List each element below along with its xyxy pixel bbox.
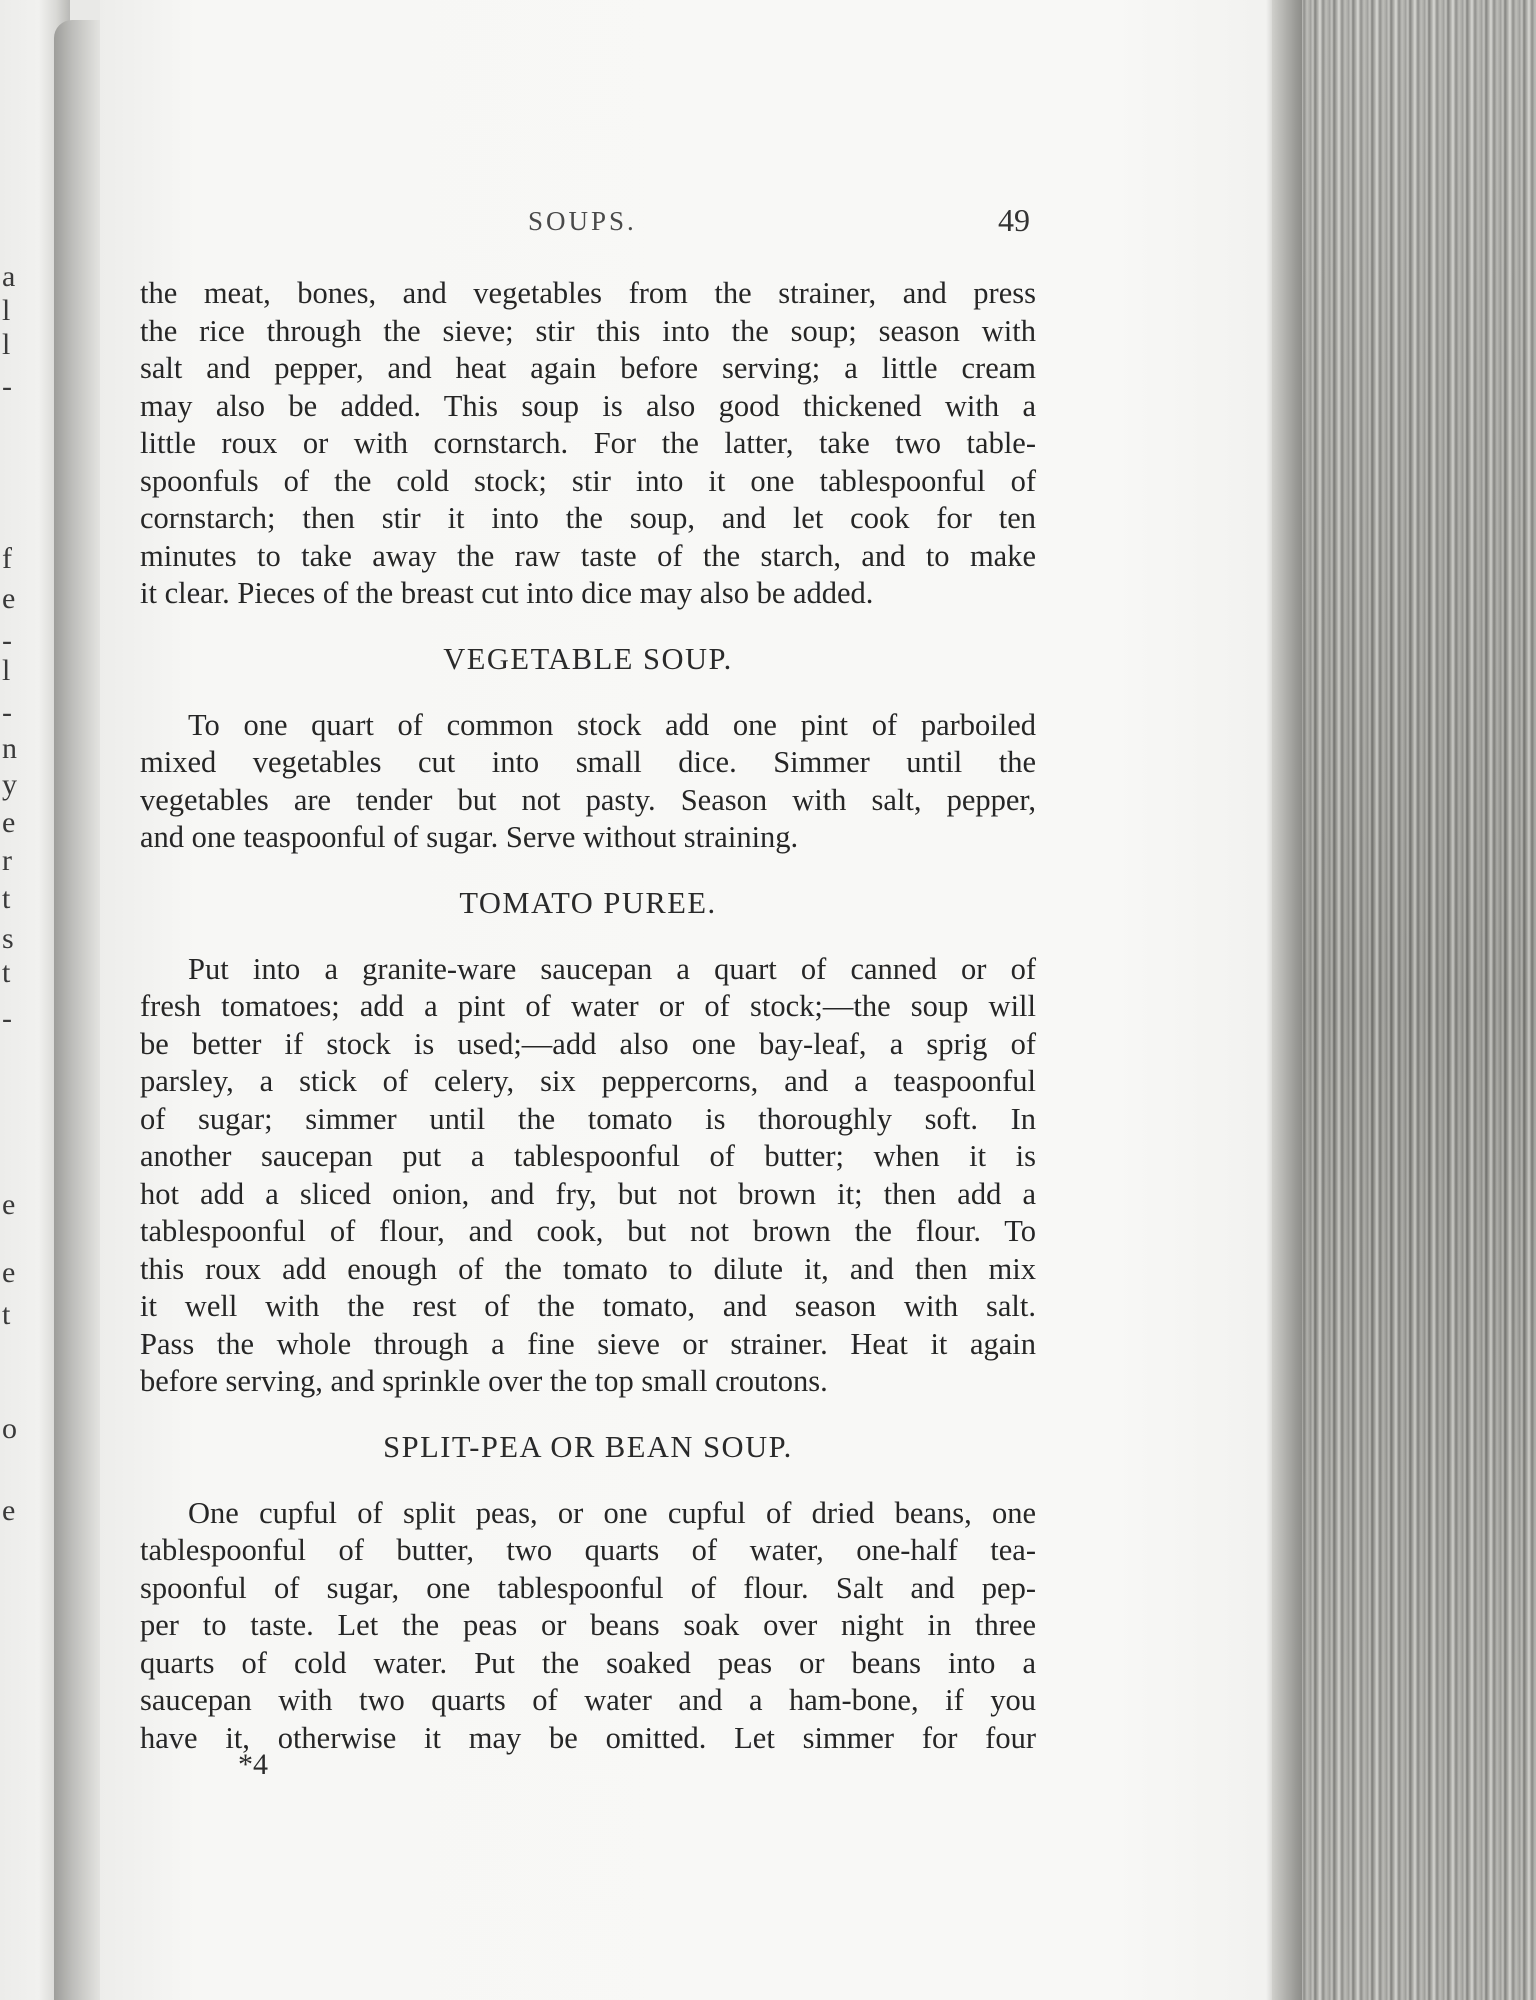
- text-line: per to taste. Let the peas or beans soak over night in three: [140, 1608, 1036, 1642]
- text-line: minutes to take away the raw taste of the starch, and to make: [140, 538, 1036, 573]
- text-line: and one teaspoonful of sugar. Serve without straining.: [140, 820, 799, 854]
- text-line: have it, otherwise it may be omitted. Let simmer for four: [140, 1720, 1036, 1755]
- text-line: little roux or with cornstarch. For the latter, take two table-: [140, 426, 1036, 460]
- text-line: parsley, a stick of celery, six peppercorns, and a teaspoonful: [140, 1064, 1036, 1098]
- text-line: mixed vegetables cut into small dice. Simmer until the: [140, 745, 1036, 779]
- text-line: fresh tomatoes; add a pint of water or of stock;—the soup will: [140, 989, 1036, 1023]
- text-line: One cupful of split peas, or one cupful of dried beans, one: [188, 1495, 1036, 1530]
- text-line: spoonful of sugar, one tablespoonful of flour. Salt and pep-: [140, 1570, 1036, 1605]
- text-line: quarts of cold water. Put the soaked peas or beans into a: [140, 1645, 1036, 1680]
- text-line: before serving, and sprinkle over the top small croutons.: [140, 1364, 828, 1398]
- text-line: be better if stock is used;—add also one bay-leaf, a sprig of: [140, 1026, 1036, 1061]
- book-fore-edge: [1272, 0, 1536, 2000]
- section-heading: TOMATO PUREE.: [459, 885, 717, 920]
- left-page-fragment: y: [2, 768, 17, 801]
- recipe-section: [140, 857, 1036, 1401]
- text-line: vegetables are tender but not pasty. Season with salt, pepper,: [140, 782, 1036, 817]
- text-line: may also be added. This soup is also good thickened with a: [140, 388, 1036, 423]
- left-page-fragment: l: [2, 294, 11, 327]
- left-page-fragment: n: [2, 732, 17, 765]
- text-line: another saucepan put a tablespoonful of butter; when it is: [140, 1139, 1036, 1173]
- text-line: To one quart of common stock add one pint of parboiled: [188, 707, 1036, 742]
- section-heading: VEGETABLE SOUP.: [443, 641, 733, 676]
- left-page-fragment: l: [2, 328, 11, 361]
- running-head: SOUPS.: [528, 206, 637, 236]
- signature-mark: *4: [238, 1748, 268, 1781]
- left-page-fragment: l: [2, 654, 11, 687]
- text-line: hot add a sliced onion, and fry, but not brown it; then add a: [140, 1176, 1036, 1211]
- section-heading: SPLIT-PEA OR BEAN SOUP.: [383, 1429, 793, 1464]
- left-page-fragment: e: [2, 1188, 16, 1221]
- left-page-fragment: t: [2, 956, 11, 989]
- section-paragraph: [140, 707, 1036, 857]
- recipe-section: [140, 1401, 1036, 1758]
- section-paragraph: [140, 951, 1036, 1401]
- text-line: the rice through the sieve; stir this into the soup; season with: [140, 313, 1036, 348]
- left-page-fragment: -: [2, 624, 12, 657]
- left-page-fragment: -: [2, 696, 12, 729]
- text-line: spoonfuls of the cold stock; stir into it one tablespoonful of: [140, 463, 1036, 498]
- text-line: saucepan with two quarts of water and a ham-bone, if you: [140, 1683, 1036, 1717]
- section-paragraph: [140, 1495, 1036, 1758]
- intro-paragraph: [140, 275, 1036, 613]
- text-line: Put into a granite-ware saucepan a quart of canned or of: [188, 951, 1036, 986]
- left-page-fragment: -: [2, 1002, 12, 1035]
- text-line: this roux add enough of the tomato to dilute it, and then mix: [140, 1251, 1036, 1286]
- left-page-fragment: -: [2, 370, 12, 403]
- text-line: tablespoonful of flour, and cook, but not brown the flour. To: [140, 1214, 1036, 1248]
- left-page-fragment: r: [2, 844, 12, 877]
- text-line: the meat, bones, and vegetables from the strainer, and press: [140, 276, 1036, 310]
- text-line: tablespoonful of butter, two quarts of water, one-half tea-: [140, 1533, 1036, 1567]
- left-page-text-fragments: [0, 0, 20, 2000]
- page-number: 49: [998, 202, 1030, 238]
- left-page-fragment: f: [2, 542, 12, 575]
- text-line: it well with the rest of the tomato, and season with salt.: [140, 1289, 1036, 1323]
- left-page-fragment: e: [2, 582, 16, 615]
- left-page-fragment: s: [2, 922, 14, 955]
- text-line: cornstarch; then stir it into the soup, and let cook for ten: [140, 501, 1036, 535]
- text-line: of sugar; simmer until the tomato is thoroughly soft. In: [140, 1101, 1036, 1136]
- text-line: Pass the whole through a fine sieve or strainer. Heat it again: [140, 1326, 1036, 1361]
- left-page-fragment: e: [2, 1494, 16, 1527]
- recipe-section: [140, 613, 1036, 857]
- left-page-fragment: t: [2, 1298, 11, 1331]
- left-page-fragment: o: [2, 1412, 17, 1445]
- text-line: it clear. Pieces of the breast cut into dice may also be added.: [140, 576, 874, 610]
- recipe-sections: [140, 613, 1036, 1758]
- left-page-fragment: e: [2, 1256, 16, 1289]
- left-page-fragment: e: [2, 806, 16, 839]
- left-page-fragment: t: [2, 882, 11, 915]
- page-text: [140, 275, 1036, 1757]
- left-page-fragment: a: [2, 260, 16, 293]
- text-line: salt and pepper, and heat again before serving; a little cream: [140, 351, 1036, 385]
